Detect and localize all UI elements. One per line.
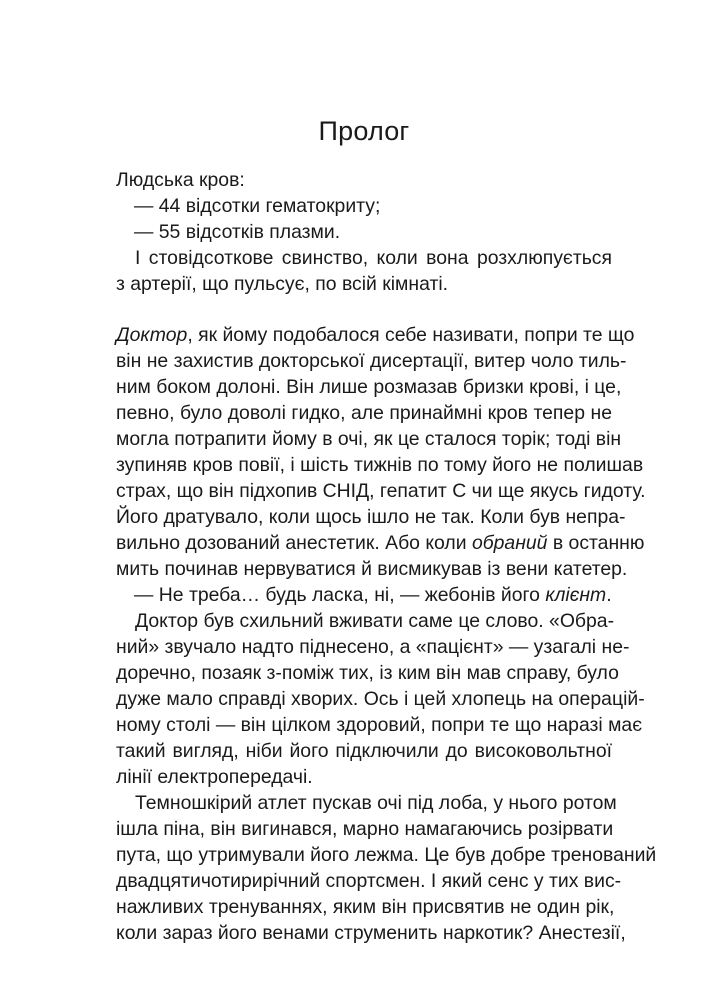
text-line (116, 348, 627, 374)
text-line (116, 167, 612, 193)
text-line (116, 219, 612, 245)
text-segment: . (606, 584, 612, 606)
text-line (116, 894, 615, 920)
text-line (116, 400, 612, 426)
text-line (116, 452, 644, 478)
text-segment: пута, що утримували його лежма. Це був добре тренований (116, 844, 657, 866)
text-segment: Людська кров: (116, 169, 245, 191)
text-segment: він не захистив докторської дисертації, витер чоло тиль- (116, 350, 627, 372)
text-line (116, 712, 643, 738)
text-line (116, 868, 622, 894)
text-line (116, 660, 619, 686)
text-line (116, 504, 626, 530)
text-segment: Його дратувало, коли щось ішло не так. Коли був непра- (116, 506, 626, 528)
text-segment: лінії електропередачі. (116, 766, 313, 788)
text-segment: такий вигляд, ніби його підключили до високовольтної (116, 740, 612, 762)
chapter-title: Пролог (318, 116, 410, 146)
text-segment: І стовідсоткове свинство, коли вона розхлюпується (135, 247, 612, 269)
text-segment: мить починав нервуватися й висмикував із вени катетер. (116, 558, 628, 580)
text-line (116, 245, 612, 271)
text-segment: з артерії, що пульсує, по всій кімнаті. (116, 273, 449, 295)
text-line (116, 790, 617, 816)
text-segment: доречно, позаяк з-поміж тих, із ким він мав справу, було (116, 662, 619, 684)
text-segment: двадцятичотирирічний спортсмен. І який сенс у тих вис- (116, 870, 622, 892)
text-segment: в останню (547, 532, 645, 554)
text-segment: вильно дозований анестетик. Або коли (116, 532, 472, 554)
text-segment: — 55 відсотків плазми. (134, 221, 341, 243)
text-line (116, 193, 612, 219)
text-line (116, 608, 615, 634)
text-segment: — 44 відсотки гематокриту; (134, 195, 381, 217)
italic-text: клієнт (545, 584, 607, 606)
text-line (116, 530, 645, 556)
text-line (116, 478, 646, 504)
text-segment: — Не треба… будь ласка, ні, — жебонів його (134, 584, 546, 606)
text-segment: страх, що він підхопив СНІД, гепатит С чи ще якусь гидоту. (116, 480, 646, 502)
text-line (116, 582, 612, 608)
text-segment: коли зараз його венами струменить наркотик? Анестезії, (116, 922, 626, 944)
text-segment: ний» звучало надто піднесено, а «пацієнт» — узагалі не- (116, 636, 630, 658)
text-segment: Темношкірий атлет пускав очі під лоба, у нього ротом (135, 792, 617, 814)
text-line (116, 426, 622, 452)
text-line (116, 920, 626, 946)
text-segment: ному столі — він цілком здоровий, попри те що наразі має (116, 714, 643, 736)
text-segment: дуже мало справді хворих. Ось і цей хлопець на операцій- (116, 688, 645, 710)
italic-text: Доктор (116, 324, 188, 346)
text-line (116, 816, 612, 842)
text-line (116, 686, 645, 712)
text-line (116, 271, 612, 297)
text-line (116, 738, 612, 764)
text-segment: Доктор був схильний вживати саме це слово. «Обра- (135, 610, 615, 632)
italic-text: обраний (471, 532, 548, 554)
text-segment: ішла піна, він вигинався, марно намагаючись розірвати (116, 818, 614, 840)
text-segment: могла потрапити йому в очі, як це сталося торік; тоді він (116, 428, 622, 450)
text-line (116, 764, 612, 790)
text-segment: , як йому подобалося себе називати, попри те що (187, 324, 635, 346)
text-line (116, 556, 628, 582)
text-segment: ним боком долоні. Він лише розмазав бризки крові, і це, (116, 376, 622, 398)
text-segment: певно, було доволі гидко, але принаймні кров тепер не (116, 402, 612, 424)
text-segment: зупиняв кров повії, і шість тижнів по тому його не полишав (116, 454, 644, 476)
text-line (116, 634, 630, 660)
text-line (116, 842, 657, 868)
text-line (116, 374, 622, 400)
text-segment: нажливих тренуваннях, яким він присвятив не один рік, (116, 896, 615, 918)
text-line (116, 322, 635, 348)
